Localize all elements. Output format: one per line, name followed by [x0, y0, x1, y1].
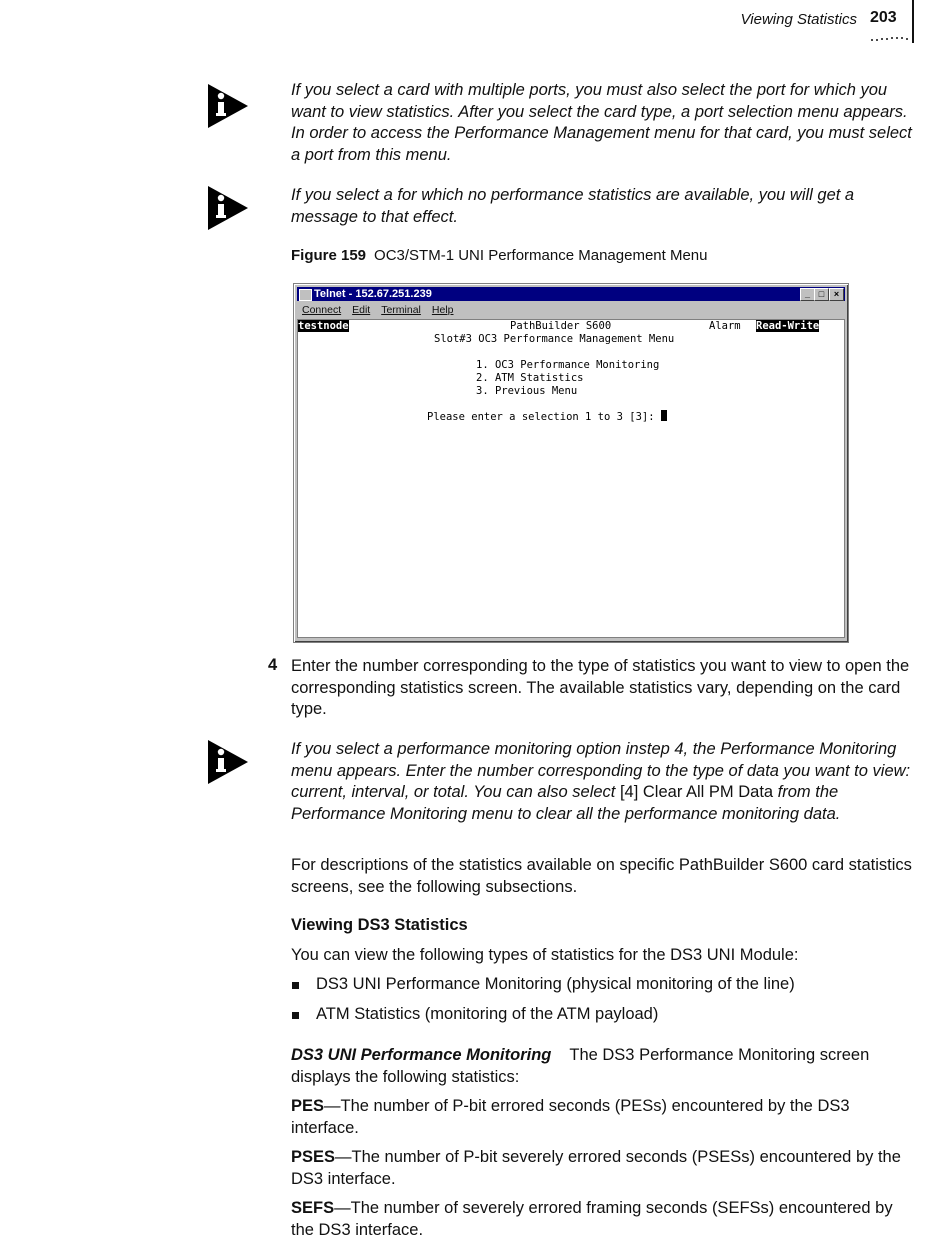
running-header-title: Viewing Statistics: [740, 11, 857, 28]
ds3-pm-heading: DS3 UNI Performance Monitoring: [291, 1046, 552, 1064]
definition-term: PES: [291, 1097, 325, 1115]
window-title: Telnet - 152.67.251.239: [314, 288, 432, 300]
bullet-item: DS3 UNI Performance Monitoring (physical monitoring of the line): [316, 975, 795, 993]
step-4-text: Enter the number corresponding to the type of statistics you want to view to open the corresponding statistics screen. The available statistics vary, depending on the card type.: [291, 657, 910, 718]
figure-label: Figure 159: [291, 247, 367, 264]
menu-connect[interactable]: Connect: [302, 304, 342, 316]
terminal-product: PathBuilder S600: [510, 320, 612, 332]
window-menu-bar: [297, 303, 460, 317]
menu-edit[interactable]: Edit: [352, 304, 371, 316]
terminal-screen[interactable]: [297, 319, 845, 638]
ds3-pm-paragraph: [291, 1045, 919, 1088]
ds3-intro: You can view the following types of statistics for the DS3 UNI Module:: [291, 946, 799, 964]
bullet-marker: [292, 982, 299, 989]
figure-caption: [291, 247, 708, 264]
note3-clear-option: [4] Clear All PM Data: [619, 783, 774, 801]
info-note-icon: [208, 740, 248, 784]
telnet-app-icon: [299, 289, 312, 301]
definition-term: PSES: [291, 1148, 336, 1166]
terminal-alarm: Alarm: [709, 320, 741, 332]
window-title-bar: [297, 287, 845, 301]
menu-terminal[interactable]: Terminal: [381, 304, 421, 316]
terminal-option-3: 3. Previous Menu: [476, 385, 578, 397]
terminal-mode: Read-Write: [756, 320, 820, 332]
note3-part1: If you select a performance monitoring option instep 4, the Performance Monitoring menu appears. Enter the number corresponding to the type of data you want to view: current, interval, or total. You can also select: [291, 740, 911, 801]
bullet-item: ATM Statistics (monitoring of the ATM payload): [316, 1005, 659, 1023]
definition-text: —The number of P-bit errored seconds (PESs) encountered by the DS3 interface.: [291, 1097, 850, 1137]
note-multiple-ports: If you select a card with multiple ports, you must also select the port for which you want to view statistics. After you select the card type, a port selection menu appears. In order to access the Performance Management menu for that card, you must select a port from this menu.: [291, 81, 912, 164]
terminal-prompt: Please enter a selection 1 to 3 [3]:: [427, 411, 655, 423]
terminal-prompt-line: [427, 410, 667, 423]
definition-pses: [291, 1147, 919, 1190]
figure-title: OC3/STM-1 UNI Performance Management Menu: [374, 247, 708, 264]
info-note-icon: [208, 186, 248, 230]
definition-text: —The number of severely errored framing seconds (SEFSs) encountered by the DS3 interface.: [291, 1199, 893, 1239]
ds3-heading: Viewing DS3 Statistics: [291, 916, 468, 934]
close-icon[interactable]: ×: [829, 288, 844, 301]
terminal-cursor: [661, 410, 667, 421]
menu-help[interactable]: Help: [431, 304, 454, 316]
minimize-icon[interactable]: _: [800, 288, 815, 301]
note-no-statistics: If you select a for which no performance statistics are available, you will get a message to that effect.: [291, 186, 855, 226]
definition-term: SEFS: [291, 1199, 335, 1217]
note-performance-monitoring: [291, 739, 919, 825]
descriptions-paragraph: For descriptions of the statistics available on specific PathBuilder S600 card statistics screens, see the following subsections.: [291, 856, 912, 896]
header-rule: [912, 0, 914, 43]
page-number: 203: [870, 9, 897, 26]
telnet-window: [293, 283, 849, 643]
terminal-menu-title: Slot#3 OC3 Performance Management Menu: [434, 333, 675, 345]
definition-pes: [291, 1096, 919, 1139]
info-note-icon: [208, 84, 248, 128]
maximize-icon[interactable]: □: [814, 288, 829, 301]
step-number: 4: [268, 656, 278, 674]
header-dots: [870, 36, 910, 42]
terminal-option-1: 1. OC3 Performance Monitoring: [476, 359, 660, 371]
terminal-option-2: 2. ATM Statistics: [476, 372, 584, 384]
ds3-pm-intro: The DS3 Performance Monitoring screen displays the following statistics:: [291, 1046, 870, 1086]
bullet-marker: [292, 1012, 299, 1019]
note3-part3: from the Performance Monitoring menu to clear all the performance monitoring data.: [291, 783, 841, 823]
terminal-node-name: testnode: [298, 320, 349, 332]
definition-sefs: [291, 1198, 919, 1241]
definition-text: —The number of P-bit severely errored seconds (PSESs) encountered by the DS3 interface.: [291, 1148, 901, 1188]
